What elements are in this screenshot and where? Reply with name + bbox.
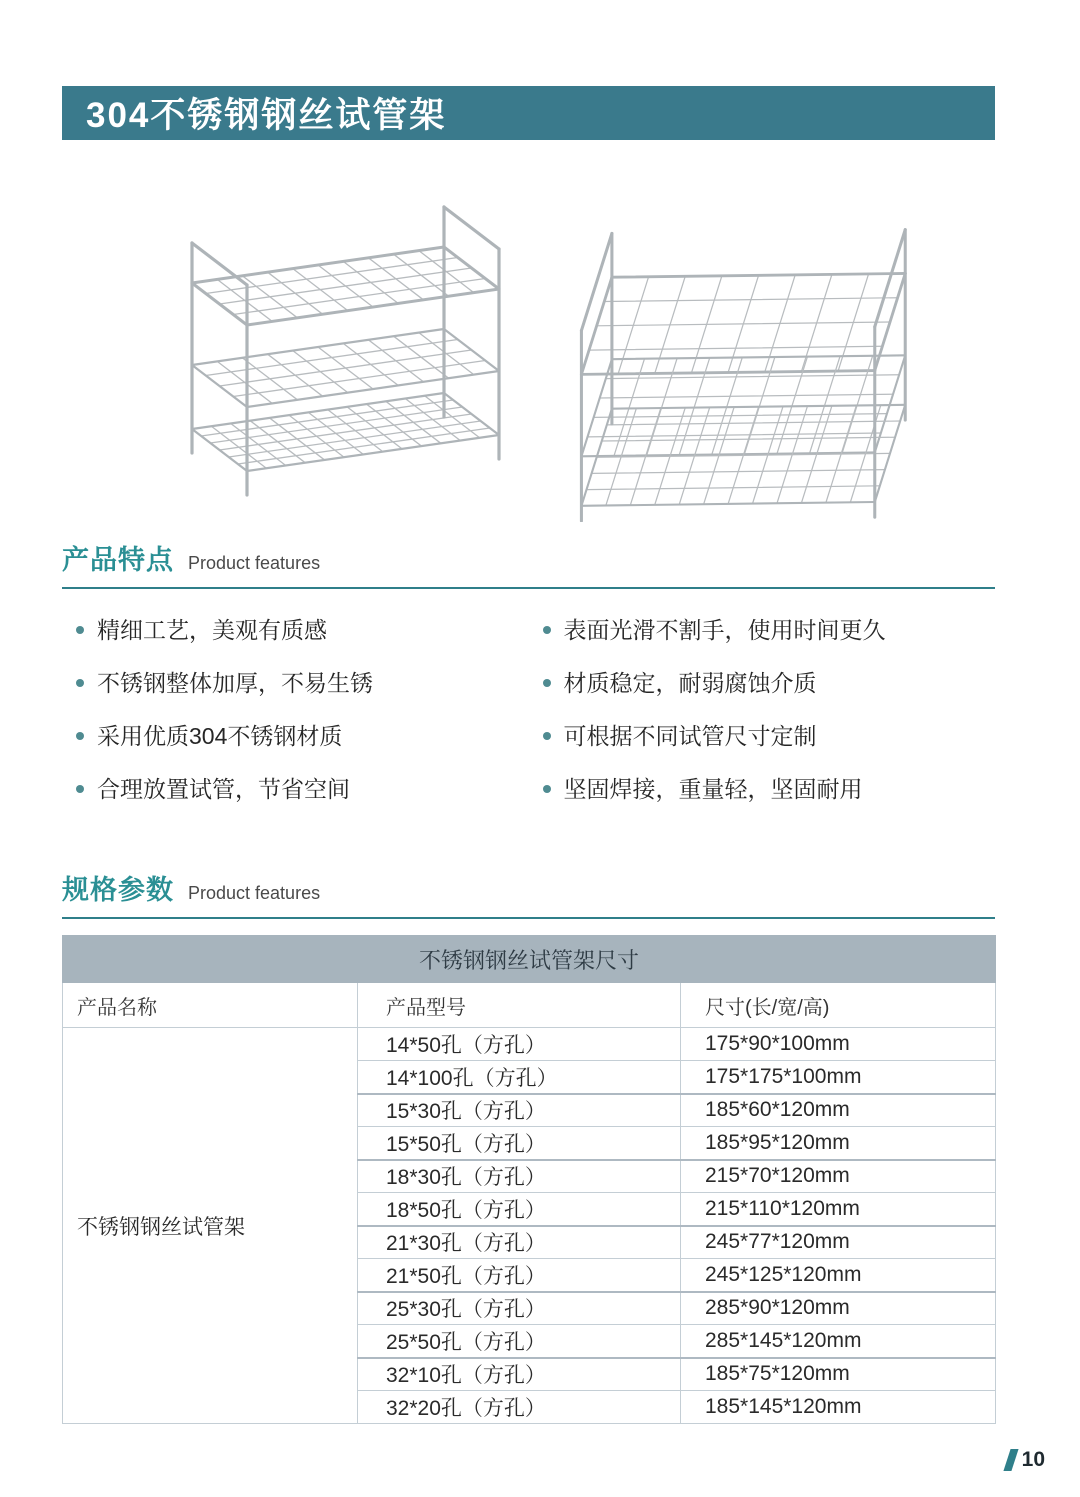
page-footer xyxy=(1007,1448,1045,1472)
feature-item xyxy=(76,774,529,804)
bullet-icon xyxy=(543,785,551,793)
feature-item xyxy=(543,615,996,645)
size-cell: 215*70*120mm xyxy=(681,1160,996,1193)
size-cell: 215*110*120mm xyxy=(681,1193,996,1226)
model-cell: 25*30孔（方孔） xyxy=(358,1292,681,1325)
col-header-size: 尺寸(长/宽/高) xyxy=(681,983,996,1028)
size-cell: 175*175*100mm xyxy=(681,1061,996,1094)
model-cell: 25*50孔（方孔） xyxy=(358,1325,681,1358)
feature-item xyxy=(543,721,996,751)
spec-table xyxy=(62,935,996,1424)
bullet-icon xyxy=(543,679,551,687)
product-photo-right xyxy=(545,222,955,522)
table-title: 不锈钢钢丝试管架尺寸 xyxy=(63,936,996,983)
size-cell: 185*60*120mm xyxy=(681,1094,996,1127)
model-cell: 32*20孔（方孔） xyxy=(358,1391,681,1424)
feature-item xyxy=(543,668,996,698)
col-header-product-name: 产品名称 xyxy=(63,983,358,1028)
feature-item xyxy=(76,721,529,751)
size-cell: 185*95*120mm xyxy=(681,1127,996,1160)
page-number: 10 xyxy=(1021,1448,1045,1471)
model-cell: 18*30孔（方孔） xyxy=(358,1160,681,1193)
feature-text: 材质稳定，耐弱腐蚀介质 xyxy=(563,670,817,696)
page-number-slash-icon xyxy=(1003,1449,1018,1471)
product-name-cell: 不锈钢钢丝试管架 xyxy=(63,1028,358,1424)
section-product-features xyxy=(62,538,995,827)
features-heading xyxy=(62,538,995,577)
specs-heading-zh: 规格参数 xyxy=(62,875,174,905)
specs-heading-en: Product features xyxy=(188,883,321,903)
size-cell: 175*90*100mm xyxy=(681,1028,996,1061)
page-title: 304不锈钢钢丝试管架 xyxy=(86,96,447,135)
model-cell: 21*50孔（方孔） xyxy=(358,1259,681,1292)
features-columns xyxy=(62,615,995,827)
feature-text: 采用优质304不锈钢材质 xyxy=(97,723,343,749)
col-header-model: 产品型号 xyxy=(358,983,681,1028)
feature-text: 表面光滑不割手，使用时间更久 xyxy=(563,617,886,643)
features-list-right xyxy=(529,615,996,827)
feature-text: 精细工艺，美观有质感 xyxy=(97,617,327,643)
size-cell: 285*145*120mm xyxy=(681,1325,996,1358)
section-specifications xyxy=(62,868,995,1424)
bullet-icon xyxy=(76,785,84,793)
bullet-icon xyxy=(543,732,551,740)
spec-table-body xyxy=(63,1028,996,1424)
page-title-bar xyxy=(62,86,995,140)
table-header-row xyxy=(63,983,996,1028)
features-heading-en: Product features xyxy=(188,553,321,573)
features-divider xyxy=(62,587,995,589)
bullet-icon xyxy=(76,732,84,740)
size-cell: 185*75*120mm xyxy=(681,1358,996,1391)
features-list-left xyxy=(62,615,529,827)
bullet-icon xyxy=(543,626,551,634)
feature-text: 可根据不同试管尺寸定制 xyxy=(563,723,817,749)
features-heading-zh: 产品特点 xyxy=(62,545,174,575)
table-row xyxy=(63,1028,996,1061)
feature-item xyxy=(543,774,996,804)
model-cell: 32*10孔（方孔） xyxy=(358,1358,681,1391)
model-cell: 18*50孔（方孔） xyxy=(358,1193,681,1226)
model-cell: 15*30孔（方孔） xyxy=(358,1094,681,1127)
table-title-row xyxy=(63,936,996,983)
model-cell: 14*50孔（方孔） xyxy=(358,1028,681,1061)
specs-heading xyxy=(62,868,995,907)
feature-text: 合理放置试管，节省空间 xyxy=(97,776,350,802)
model-cell: 15*50孔（方孔） xyxy=(358,1127,681,1160)
feature-text: 坚固焊接，重量轻，坚固耐用 xyxy=(563,776,863,802)
size-cell: 245*77*120mm xyxy=(681,1226,996,1259)
feature-item xyxy=(76,668,529,698)
size-cell: 245*125*120mm xyxy=(681,1259,996,1292)
size-cell: 185*145*120mm xyxy=(681,1391,996,1424)
product-photo-left xyxy=(100,186,510,516)
feature-item xyxy=(76,615,529,645)
feature-text: 不锈钢整体加厚，不易生锈 xyxy=(97,670,373,696)
specs-divider xyxy=(62,917,995,919)
bullet-icon xyxy=(76,679,84,687)
model-cell: 21*30孔（方孔） xyxy=(358,1226,681,1259)
model-cell: 14*100孔（方孔） xyxy=(358,1061,681,1094)
bullet-icon xyxy=(76,626,84,634)
size-cell: 285*90*120mm xyxy=(681,1292,996,1325)
